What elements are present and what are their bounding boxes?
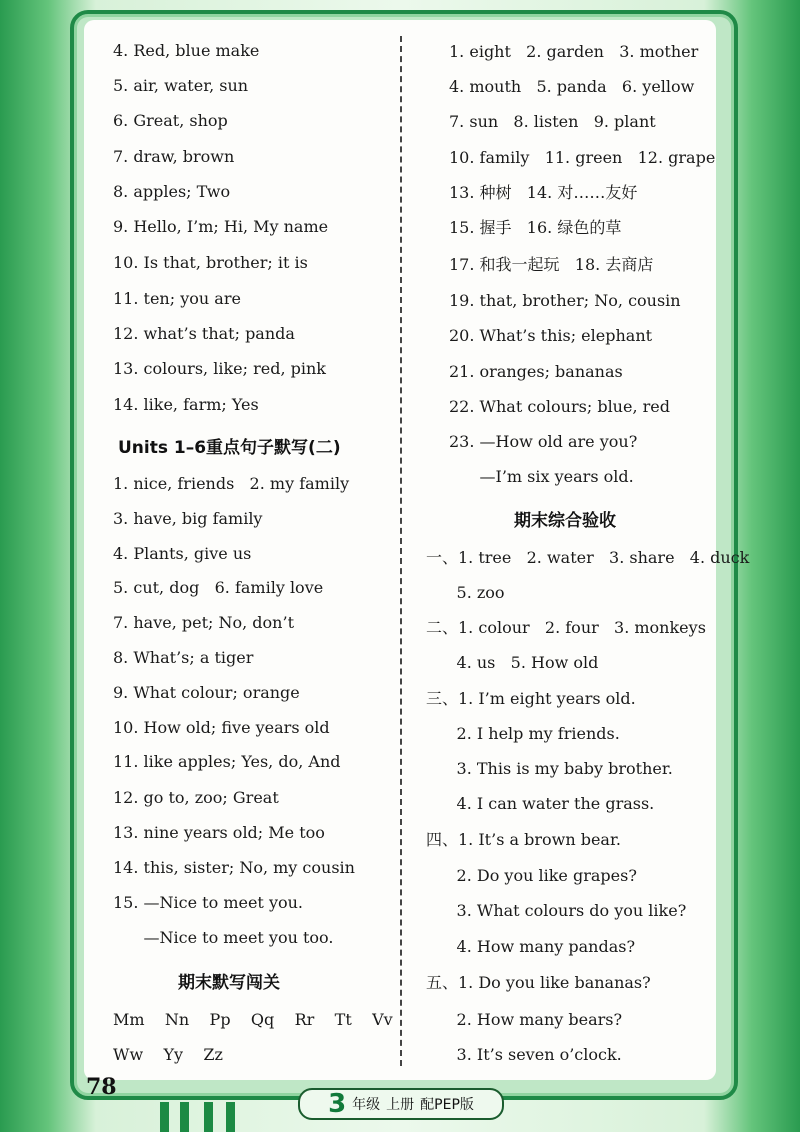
- units-line: 4. Plants, give us: [113, 544, 252, 563]
- final-line: 一、1. tree 2. water 3. share 4. duck: [426, 548, 750, 567]
- final-line: 3. What colours do you like?: [426, 901, 687, 920]
- left-line: 6. Great, shop: [113, 111, 228, 130]
- left-line: 4. Red, blue make: [113, 41, 260, 60]
- units-line: 13. nine years old; Me too: [113, 823, 325, 842]
- right-line: 15. 握手 16. 绿色的草: [449, 218, 622, 237]
- page-number: 78: [86, 1074, 117, 1100]
- right-line: 22. What colours; blue, red: [449, 397, 670, 416]
- units-line: 7. have, pet; No, don’t: [113, 613, 294, 632]
- left-line: 7. draw, brown: [113, 147, 235, 166]
- right-line: 20. What’s this; elephant: [449, 326, 653, 345]
- right-line: 17. 和我一起玩 18. 去商店: [449, 255, 654, 274]
- dictation-section-title: 期末默写闯关: [178, 973, 280, 993]
- units-line: 9. What colour; orange: [113, 683, 300, 702]
- final-line: 二、1. colour 2. four 3. monkeys: [426, 618, 706, 637]
- decorative-bars: [160, 1098, 250, 1132]
- units-line: 11. like apples; Yes, do, And: [113, 752, 341, 771]
- final-line: 5. zoo: [426, 583, 505, 602]
- final-line: 4. us 5. How old: [426, 653, 599, 672]
- final-line: 四、1. It’s a brown bear.: [426, 830, 621, 849]
- grade-edition-badge: [298, 1088, 504, 1120]
- term-label: 上册: [386, 1097, 415, 1113]
- units-line: 14. this, sister; No, my cousin: [113, 858, 355, 877]
- right-line: —I’m six years old.: [449, 467, 634, 486]
- right-line: 23. —How old are you?: [449, 432, 638, 451]
- left-line: 10. Is that, brother; it is: [113, 253, 308, 272]
- right-line: 10. family 11. green 12. grape: [449, 148, 716, 167]
- units-line: 15. —Nice to meet you.: [113, 893, 303, 912]
- left-line: 11. ten; you are: [113, 289, 241, 308]
- left-line: 13. colours, like; red, pink: [113, 359, 326, 378]
- right-line: 13. 种树 14. 对……友好: [449, 183, 638, 202]
- grade-number: 3: [328, 1089, 347, 1119]
- final-line: 三、1. I’m eight years old.: [426, 689, 636, 708]
- left-line: 12. what’s that; panda: [113, 324, 295, 343]
- final-line: 3. This is my baby brother.: [426, 759, 673, 778]
- column-divider: [400, 36, 402, 1066]
- units-line: 8. What’s; a tiger: [113, 648, 254, 667]
- right-line: 7. sun 8. listen 9. plant: [449, 112, 656, 131]
- letter-pairs-line: Ww Yy Zz: [113, 1045, 223, 1064]
- final-line: 4. How many pandas?: [426, 937, 636, 956]
- left-line: 9. Hello, I’m; Hi, My name: [113, 217, 329, 236]
- units-line: 10. How old; five years old: [113, 718, 330, 737]
- left-line: 5. air, water, sun: [113, 76, 249, 95]
- final-section-title: 期末综合验收: [514, 511, 616, 531]
- left-line: 14. like, farm; Yes: [113, 395, 259, 414]
- grade-label: 年级: [352, 1097, 381, 1113]
- units-line: 12. go to, zoo; Great: [113, 788, 279, 807]
- units-line: 3. have, big family: [113, 509, 263, 528]
- final-line: 2. I help my friends.: [426, 724, 620, 743]
- edition-label: 配PEP版: [420, 1097, 474, 1113]
- right-line: 19. that, brother; No, cousin: [449, 291, 681, 310]
- final-line: 2. How many bears?: [426, 1010, 623, 1029]
- final-line: 4. I can water the grass.: [426, 794, 655, 813]
- final-line: 3. It’s seven o’clock.: [426, 1045, 622, 1064]
- units-line: —Nice to meet you too.: [113, 928, 334, 947]
- left-line: 8. apples; Two: [113, 182, 231, 201]
- units-line: 5. cut, dog 6. family love: [113, 578, 324, 597]
- final-line: 2. Do you like grapes?: [426, 866, 637, 885]
- letter-pairs-line: Mm Nn Pp Qq Rr Tt Vv: [113, 1010, 393, 1029]
- right-line: 21. oranges; bananas: [449, 362, 623, 381]
- units-line: 1. nice, friends 2. my family: [113, 474, 350, 493]
- final-line: 五、1. Do you like bananas?: [426, 973, 651, 992]
- right-line: 4. mouth 5. panda 6. yellow: [449, 77, 695, 96]
- right-line: 1. eight 2. garden 3. mother: [449, 42, 699, 61]
- units-section-title: Units 1–6重点句子默写(二): [118, 438, 341, 458]
